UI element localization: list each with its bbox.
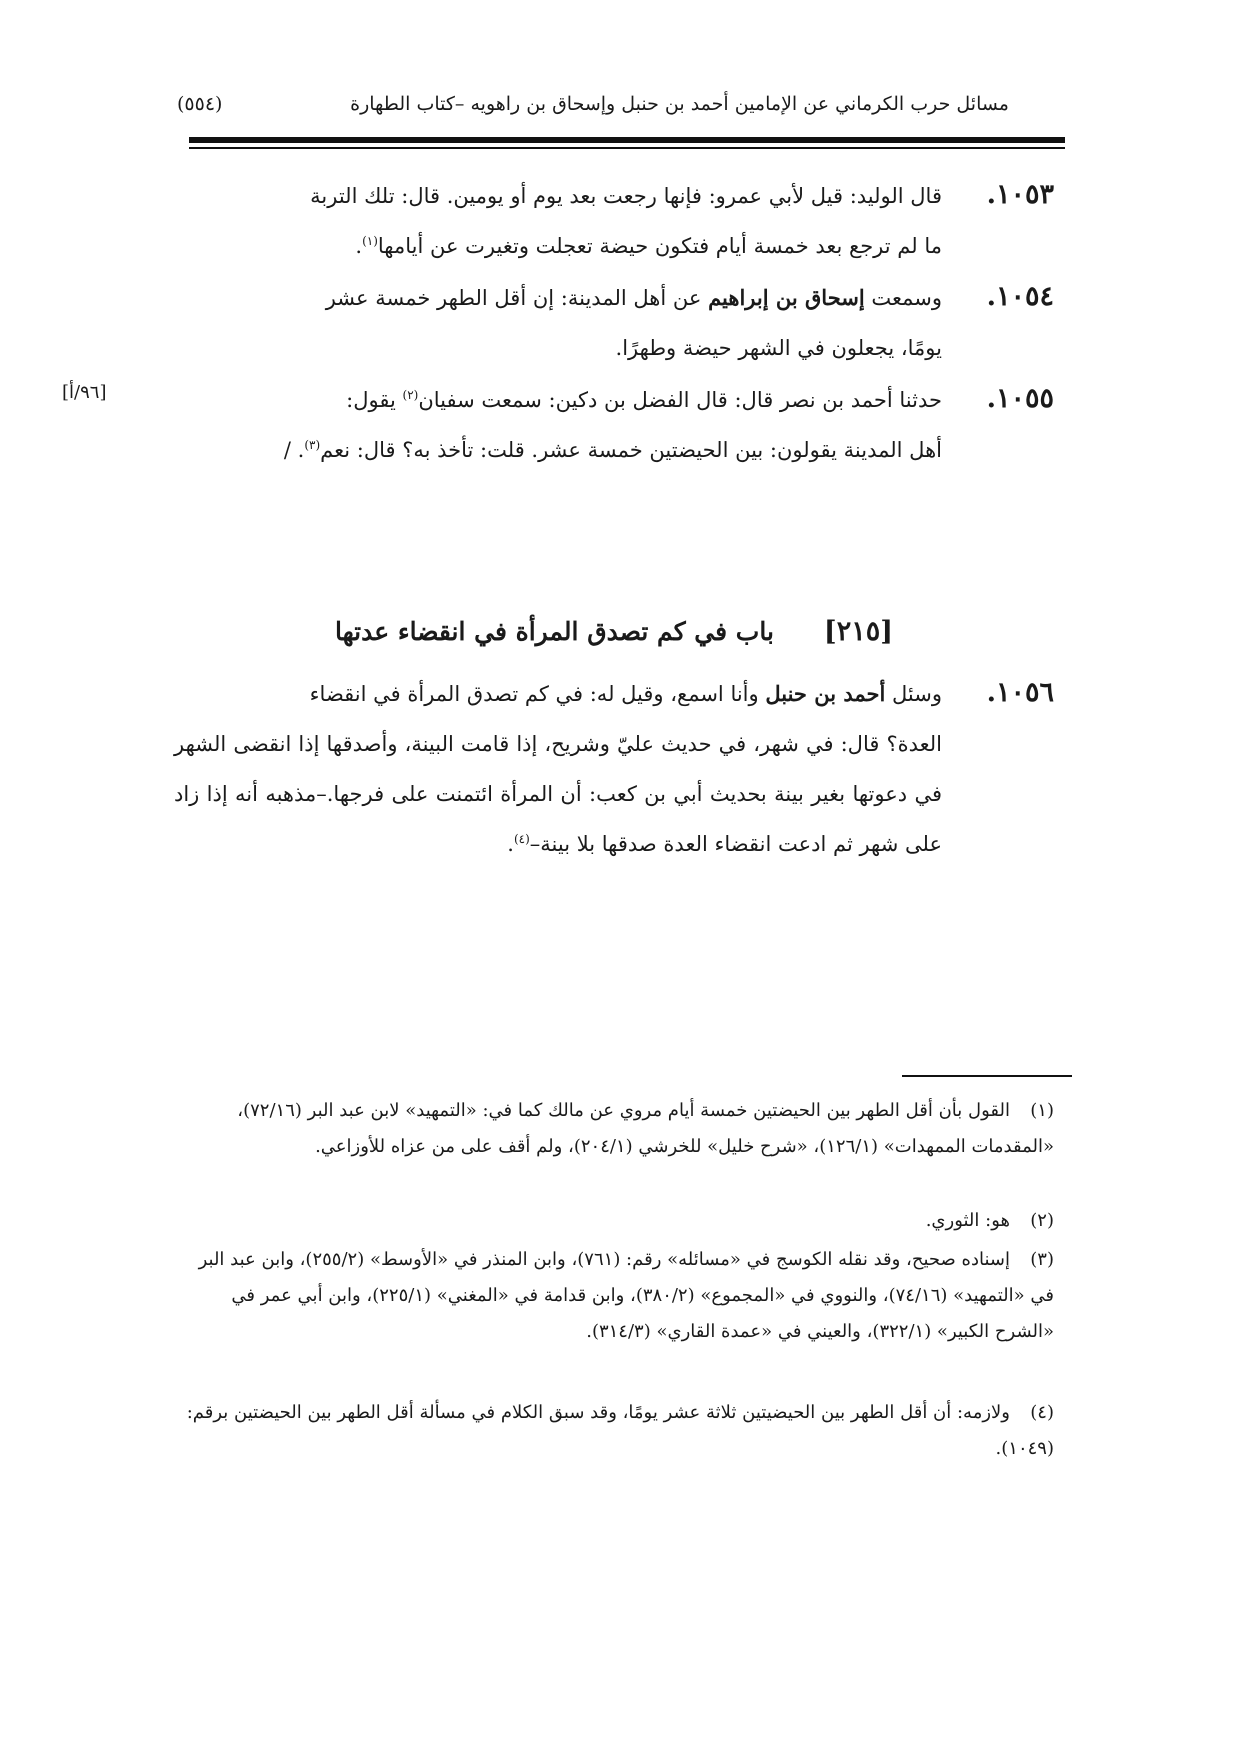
footnote-number: (٢): [1030, 1210, 1054, 1231]
header-rule-thin: [189, 147, 1065, 149]
chapter-heading: [174, 616, 1054, 647]
entry-number: ١٠٥٣.: [986, 179, 1054, 210]
footnote-2: [174, 1203, 1054, 1239]
footnote-text: ولازمه: أن أقل الطهر بين الحيضيتين ثلاثة عشر يومًا، وقد سبق الكلام في مسألة أقل الطهر بين الحيضتين برقم: (١٠٤٩).: [186, 1402, 1054, 1459]
footnote-separator: [902, 1075, 1072, 1077]
footnote-4: [174, 1395, 1054, 1467]
footnote-number: (١): [1030, 1100, 1054, 1121]
entry-line2: أهل المدينة يقولون: بين الحيضتين خمسة عشر. قلت: تأخذ به؟ قال: نعم$^{(٣)}$. /: [283, 438, 942, 462]
header-rule-thick: [189, 137, 1065, 143]
entry-line2: يومًا، يجعلون في الشهر حيضة وطهرًا.: [615, 336, 942, 360]
footnote-ref[interactable]: (٤): [513, 832, 530, 846]
entry-number: ١٠٥٥.: [986, 383, 1054, 414]
header-title: مسائل حرب الكرماني عن الإمامين أحمد بن حنبل وإسحاق بن راهويه –كتاب الطهارة: [350, 93, 1009, 115]
entry-1053: [174, 170, 1054, 271]
entry-line2: ما لم ترجع بعد خمسة أيام فتكون حيضة تعجلت وتغيرت عن أيامها$^{(١)}$.: [355, 234, 942, 258]
footnote-text: القول بأن أقل الطهر بين الحيضتين خمسة أيام مروي عن مالك كما في: «التمهيد» لابن عبد البر (٧٢/١٦)، «المقدمات الممهدات» (١٢٦/١)، «شرح خليل» للخرشي (٢٠٤/١)، ولم أقف على من عزاه للأوزاعي.: [237, 1100, 1054, 1157]
entry-1054: ١٠٥٤.وسمعت إسحاق بن إبراهيم عن أهل المدينة: إن أقل الطهر خمسة عشر يومًا، يجعلون في الشهر حيضة وطهرًا.: [174, 272, 1054, 373]
footnote-number: (٣): [1030, 1249, 1054, 1270]
footnote-ref[interactable]: (١): [362, 234, 378, 248]
footnote-ref[interactable]: (٢): [402, 388, 419, 402]
chapter-title: باب في كم تصدق المرأة في انقضاء عدتها: [335, 617, 774, 646]
footnote-text: إسناده صحيح، وقد نقله الكوسج في «مسائله» رقم: (٧٦١)، وابن المنذر في «الأوسط» (٢٥٥/٢)، وابن عبد البر في «التمهيد» (٧٤/١٦)، والنووي في «المجموع» (٣٨٠/٢)، وابن قدامة في «المغني» (٢٢٥/١)، وابن أبي عمر في «الشرح الكبير» (٣٢٢/١)، والعيني في «عمدة القاري» (٣١٤/٣).: [198, 1249, 1054, 1342]
entry-line1: قال الوليد: قيل لأبي عمرو: فإنها رجعت بعد يوم أو يومين. قال: تلك التربة: [310, 184, 942, 208]
footnote-ref[interactable]: (٣): [304, 438, 321, 452]
page-number: (٥٥٤): [177, 93, 223, 115]
entry-1055: ١٠٥٥.حدثنا أحمد بن نصر قال: قال الفضل بن دكين: سمعت سفيان$^{(٢)}$ يقول: أهل المدينة يقولون: بين الحيضتين خمسة عشر. قلت: تأخذ به؟ قال: نعم$^{(٣)}$. /: [174, 374, 1054, 475]
entry-number: ١٠٥٤.: [986, 281, 1054, 312]
narrator-name: إسحاق بن إبراهيم: [708, 285, 865, 310]
footnote-1: [174, 1093, 1054, 1165]
running-header: [177, 84, 1009, 124]
footnote-3: [174, 1242, 1054, 1350]
footnote-number: (٤): [1030, 1402, 1054, 1423]
entry-number: ١٠٥٦.: [986, 677, 1054, 708]
entry-1056: ١٠٥٦.وسئل أحمد بن حنبل وأنا اسمع، وقيل له: في كم تصدق المرأة في انقضاء العدة؟ قال: في شهر، في حديث عليّ وشريح، إذا قامت البينة، وأصدقها إذا انقضى الشهر في دعوتها بغير بينة بحديث أبي بن كعب: أن المرأة ائتمنت على فرجها.–مذهبه أنه إذا زاد على شهر ثم ادعت انقضاء العدة صدقها بلا بينة–$^{(٤)}$.: [174, 668, 1054, 869]
entry-continuation: العدة؟ قال: في شهر، في حديث عليّ وشريح، إذا قامت البينة، وأصدقها إذا انقضى الشهر في دعوتها بغير بينة بحديث أبي بن كعب: أن المرأة ائتمنت على فرجها.–مذهبه أنه إذا زاد على شهر ثم ادعت انقضاء العدة صدقها بلا بينة–$^{(٤)}$.: [174, 732, 943, 856]
footnote-text: هو: الثوري.: [925, 1210, 1010, 1231]
chapter-number: [٢١٥]: [823, 616, 893, 647]
narrator-name: أحمد بن حنبل: [765, 681, 886, 706]
margin-folio-marker: [٩٦/أ]: [62, 382, 107, 403]
